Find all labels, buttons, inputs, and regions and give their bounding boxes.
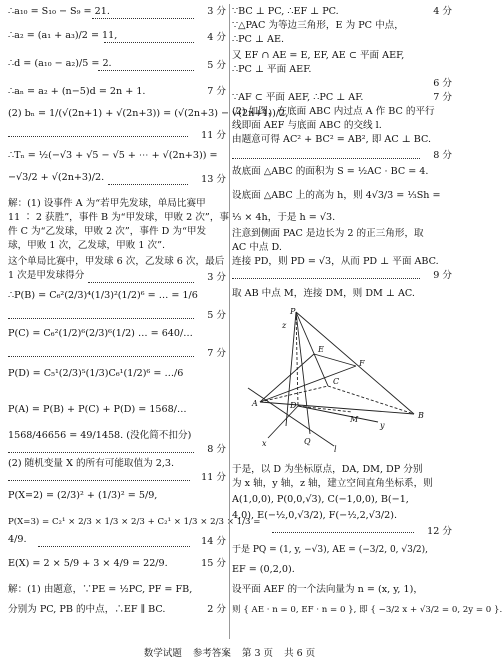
left-line-9: 11 ∶ 2 获胜”，事件 B 为“甲发球，甲败 2 次”，事 — [8, 212, 230, 223]
score-15a: 15 分 — [201, 558, 226, 569]
right-line-24: 则 { AE · n = 0, EF · n = 0 }, 即 { −3/2 x + √3/2 = 0, 2y = 0 }. — [232, 605, 502, 615]
leader-dots — [272, 532, 414, 533]
label-a: A — [252, 399, 258, 408]
score-11a: 11 分 — [201, 130, 226, 141]
label-y: y — [380, 421, 385, 430]
footer-total: 共 6 页 — [284, 648, 316, 659]
left-line-5: (2) bₙ = 1/(√(2n+1) + √(2n+3)) = (√(2n+3) − √(2n+1))/2, — [8, 108, 289, 119]
score-5a: 5 分 — [207, 60, 226, 71]
edge-ac — [260, 386, 328, 402]
score-7a: 7 分 — [207, 86, 226, 97]
leader-dots — [8, 452, 194, 453]
score-4b: 4 分 — [433, 6, 452, 17]
right-line-8: 线即面 AEF 与底面 ABC 的交线 l. — [232, 120, 382, 131]
right-line-13: 注意到侧面 PAC 是边长为 2 的正三角形，取 — [232, 228, 424, 239]
right-line-18: 为 x 轴，y 轴，z 轴，建立空间直角坐标系，则 — [232, 478, 433, 489]
footer-page: 第 3 页 — [241, 648, 274, 659]
leader-dots — [232, 278, 420, 279]
left-line-20: P(X=2) = (2/3)² + (1/3)² = 5/9, — [8, 490, 158, 501]
score-2a: 2 分 — [207, 604, 226, 615]
right-line-11: 设底面 △ABC 上的高为 h，则 4√3/3 = ⅓Sh = — [232, 190, 441, 201]
left-line-25: 分别为 PC, PB 的中点，∴EF ∥ BC. — [8, 604, 166, 615]
score-6a: 6 分 — [433, 78, 452, 89]
label-x: x — [262, 439, 267, 448]
line-ef — [314, 354, 356, 366]
leader-dots — [38, 546, 190, 547]
score-3b: 3 分 — [207, 272, 226, 283]
label-c: C — [333, 377, 340, 386]
left-line-16: P(D) = C₅¹(2/3)⁵(1/3)C₆¹(1/2)⁶ = …/6 — [8, 368, 184, 379]
right-line-23: 设平面 AEF 的一个法向量为 n = (x, y, 1)， — [232, 584, 423, 595]
score-11b: 11 分 — [201, 472, 226, 483]
leader-dots — [104, 42, 194, 43]
label-m: M — [350, 415, 359, 424]
left-line-19: (2) 随机变量 X 的所有可能取值为 2,3. — [8, 458, 175, 469]
label-e: E — [318, 345, 324, 354]
footer-subject: 数学试题 — [143, 648, 182, 659]
line-af — [260, 366, 356, 402]
pyramid-figure — [238, 306, 446, 456]
left-line-15: P(C) = C₆²(1/2)⁶(2/3)⁶(1/2) … = 640/… — [8, 328, 193, 339]
edge-cb — [328, 386, 414, 414]
left-line-21: P(X=3) = C₂¹ × 2/3 × 1/3 × 2/3 + C₂¹ × 1/3 × 2/3 × 1/3 = — [8, 517, 261, 527]
score-13a: 13 分 — [201, 174, 226, 185]
score-5b: 5 分 — [207, 310, 226, 321]
right-line-12: ⅓ × 4h，于是 h = √3. — [232, 212, 336, 223]
left-line-12: 这个单局比赛中，甲发球 6 次，乙发球 6 次，最后 — [8, 256, 225, 267]
left-line-22: 4/9. — [8, 534, 27, 545]
left-line-4: ∴aₙ = a₂ + (n−5)d = 2n + 1. — [8, 86, 146, 97]
left-line-23: E(X) = 2 × 5/9 + 3 × 4/9 = 22/9. — [8, 558, 168, 569]
column-divider — [229, 4, 230, 639]
left-line-7: −√3/2 + √(2n+3)/2. — [8, 172, 105, 183]
label-b: B — [418, 411, 424, 420]
score-14a: 14 分 — [201, 536, 226, 547]
left-line-11: 球，甲败 1 次，乙发球，甲败 1 次”. — [8, 240, 166, 251]
right-line-3: ∴PC ⊥ AE. — [232, 34, 285, 45]
right-line-10: 故底面 △ABC 的面积为 S = ½AC · BC = 4. — [232, 166, 429, 177]
left-line-18: 1568/46656 = 49/1458. (没化简不扣分) — [8, 430, 192, 441]
score-9a: 9 分 — [433, 270, 452, 281]
left-line-8: 解：(1) 设事件 A 为“若甲先发球，单局比赛甲 — [8, 198, 206, 209]
left-line-14: ∴P(B) = C₆²(2/3)⁴(1/3)²(1/2)⁶ = … = 1/6 — [8, 290, 198, 301]
right-line-20: 4,0), E(−½,0,√3/2), F(−½,2,√3/2). — [232, 510, 398, 521]
left-line-3: ∴d = (a₁₀ − a₂)/5 = 2. — [8, 58, 112, 69]
score-12a: 12 分 — [427, 526, 452, 537]
right-line-14: AC 中点 D. — [232, 242, 282, 253]
left-line-24: 解：(1) 由题意，∵PE = ½PC, PF = FB, — [8, 584, 193, 595]
leader-dots — [8, 480, 190, 481]
right-line-7: (2) 如图，在底面 ABC 内过点 A 作 BC 的平行 — [232, 106, 435, 117]
edge-pb — [296, 312, 414, 414]
label-f: F — [359, 359, 365, 368]
left-line-1: ∴a₁₀ = S₁₀ − S₉ = 21. — [8, 6, 110, 17]
right-line-17: 于是，以 D 为坐标原点，DA, DM, DP 分别 — [232, 464, 423, 475]
score-8b: 8 分 — [433, 150, 452, 161]
right-line-16: 取 AB 中点 M，连接 DM，则 DM ⊥ AC. — [232, 288, 415, 299]
label-p: P — [290, 307, 296, 316]
line-pq — [296, 312, 310, 434]
leader-dots — [108, 184, 188, 185]
leader-dots — [8, 356, 194, 357]
right-line-5: ∴PC ⊥ 平面 AEF. — [232, 64, 312, 75]
score-3a: 3 分 — [207, 6, 226, 17]
label-z: z — [282, 321, 287, 330]
score-7c: 7 分 — [433, 92, 452, 103]
footer-answer: 参考答案 — [192, 648, 231, 659]
label-q: Q — [304, 437, 311, 446]
right-line-22: EF = (0,2,0). — [232, 564, 295, 575]
left-line-2: ∴a₂ = (a₁ + a₃)/2 = 11, — [8, 30, 118, 41]
leader-dots — [8, 136, 188, 137]
page-footer — [0, 645, 459, 659]
x-axis — [268, 406, 298, 438]
right-line-1: ∵BC ⊥ PC, ∴EF ⊥ PC. — [232, 6, 339, 17]
right-line-2: ∵△PAC 为等边三角形，E 为 PC 中点， — [232, 20, 404, 31]
left-line-13: 1 次是甲发球得分 — [8, 270, 85, 281]
label-d: D — [290, 401, 297, 410]
score-4a: 4 分 — [207, 32, 226, 43]
score-7b: 7 分 — [207, 348, 226, 359]
label-l: l — [334, 445, 337, 454]
leader-dots — [8, 318, 194, 319]
line-l — [248, 388, 334, 446]
leader-dots — [92, 18, 194, 19]
left-line-6: ∴Tₙ = ½(−√3 + √5 − √5 + ⋯ + √(2n+3)) = — [8, 150, 218, 161]
left-line-17: P(A) = P(B) + P(C) + P(D) = 1568/… — [8, 404, 187, 415]
right-line-15: 连接 PD，则 PD = √3，从而 PD ⊥ 平面 ABC. — [232, 256, 439, 267]
right-line-4: 又 EF ∩ AE = E, EF, AE ⊂ 平面 AEF, — [232, 50, 405, 61]
leader-dots — [232, 158, 420, 159]
left-line-10: 件 C 为“乙发球，甲败 2 次”，事件 D 为“甲发 — [8, 226, 207, 237]
score-8a: 8 分 — [207, 444, 226, 455]
right-line-6: ∵AF ⊂ 平面 AEF, ∴PC ⊥ AF. — [232, 92, 364, 103]
leader-dots — [98, 70, 194, 71]
right-line-21: 于是 PQ = (1, y, −√3), AE = (−3/2, 0, √3/2), — [232, 545, 428, 555]
right-line-9: 由题意可得 AC² + BC² = AB², 即 AC ⊥ BC. — [232, 134, 432, 145]
leader-dots — [88, 282, 194, 283]
right-line-19: A(1,0,0), P(0,0,√3), C(−1,0,0), B(−1, — [232, 494, 409, 505]
